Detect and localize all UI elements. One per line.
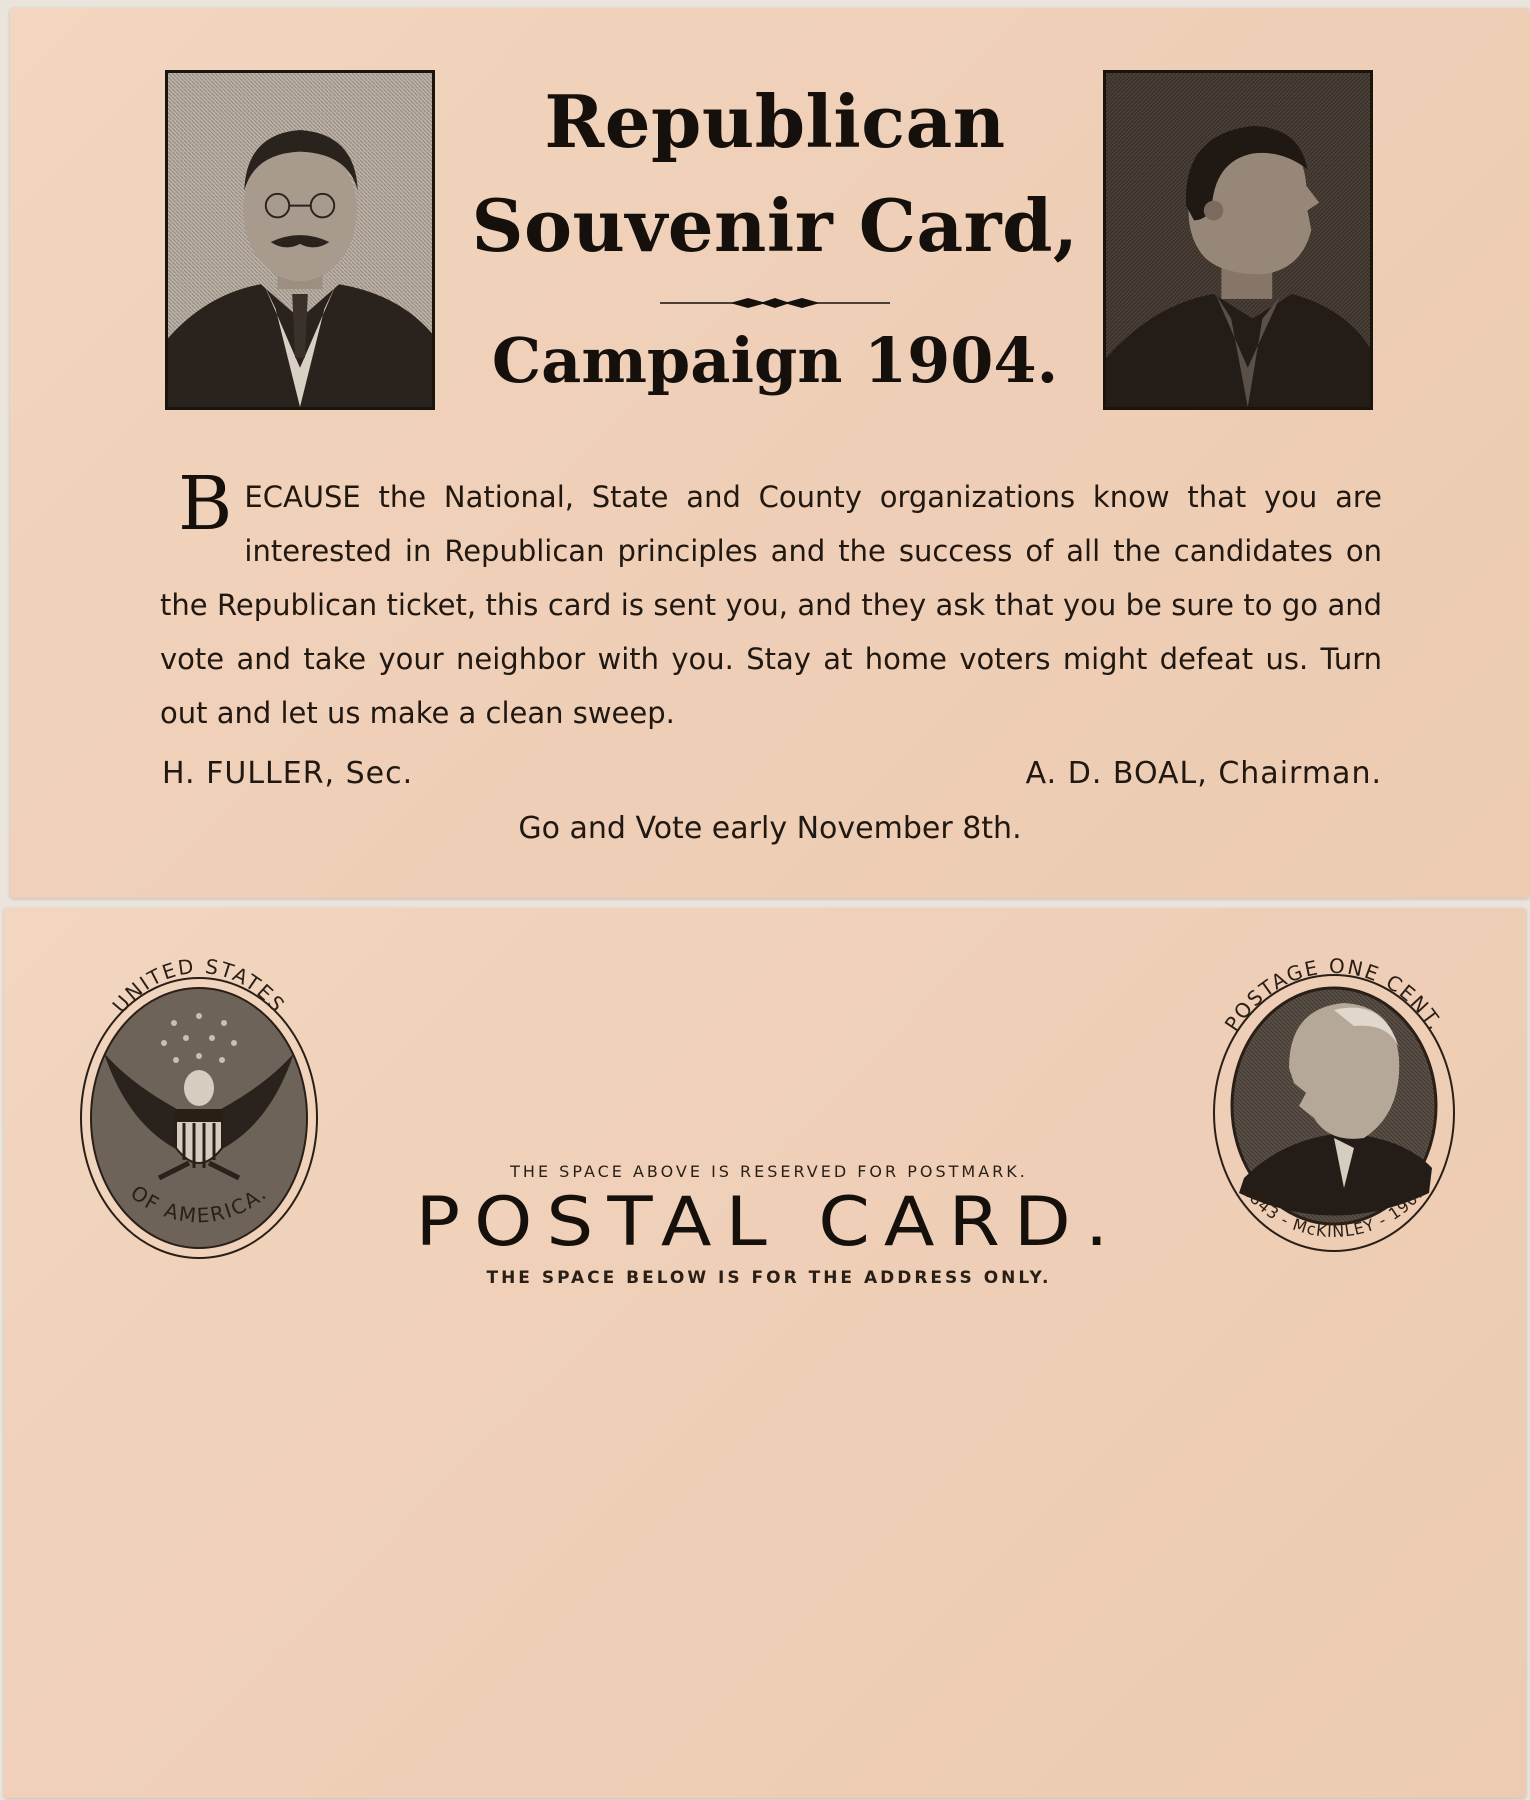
man-profile-portrait-icon — [1106, 73, 1370, 407]
address-note: THE SPACE BELOW IS FOR THE ADDRESS ONLY. — [486, 1268, 1052, 1288]
mckinley-stamp-icon — [1194, 938, 1474, 1268]
postage-stamp-top-text: POSTAGE ONE CENT. — [1219, 953, 1449, 1036]
postage-stamp-bottom-text: 1843 - McKINLEY - 1901 — [1238, 1181, 1430, 1242]
postal-card-title: POSTAL CARD. — [415, 1182, 1123, 1262]
vote-reminder: Go and Vote early November 8th. — [518, 811, 1022, 846]
ornament-divider-icon — [660, 296, 890, 310]
portrait-right — [1103, 70, 1373, 410]
dropcap-letter: B — [178, 461, 233, 547]
souvenir-card-front — [10, 8, 1530, 898]
man-portrait-icon — [168, 73, 432, 407]
eagle-stamp-top-text: UNITED STATES — [107, 953, 291, 1018]
signature-chairman: A. D. BOAL, Chairman. — [1025, 756, 1382, 791]
card-message-text: ECAUSE the National, State and County organizations know that you are interested in Republican principles and the success of all the candidates on the Republican ticket, this card is sent you, and they ask that you be sure to go and vote and take your neighbor with you. Stay at home voters might defeat us. Turn out and let us make a clean sweep. — [160, 480, 1382, 730]
portrait-left — [165, 70, 435, 410]
eagle-seal-icon — [64, 938, 334, 1268]
signature-secretary: H. FULLER, Sec. — [162, 756, 414, 791]
postal-card-back — [4, 908, 1526, 1798]
card-message — [160, 461, 1382, 740]
campaign-year: Campaign 1904. — [491, 324, 1059, 397]
card-title-line1: Republican — [544, 79, 1006, 164]
eagle-stamp-bottom-text: OF AMERICA. — [126, 1180, 272, 1228]
card-title-line2: Souvenir Card, — [471, 183, 1079, 268]
postmark-note: THE SPACE ABOVE IS RESERVED FOR POSTMARK. — [510, 1162, 1028, 1181]
